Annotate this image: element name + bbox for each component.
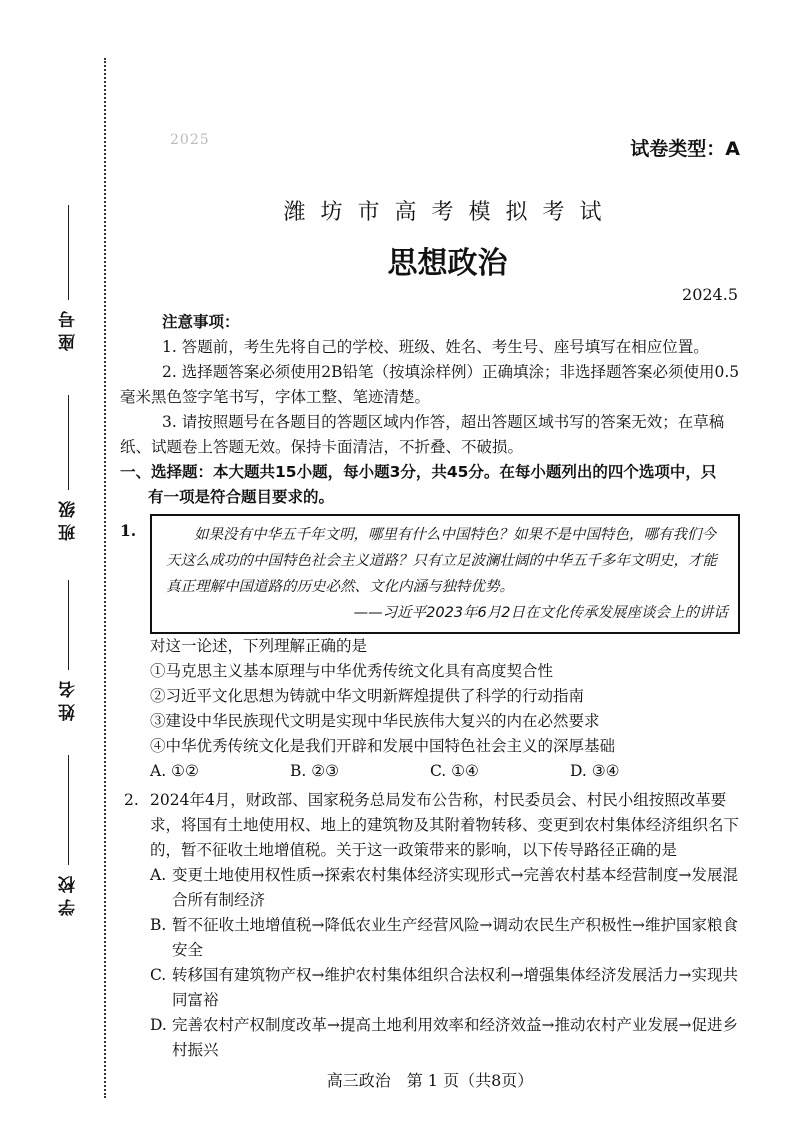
- option-letter: C.: [150, 966, 167, 984]
- quote-box: [150, 514, 740, 634]
- notes-title: 注意事项：: [162, 313, 240, 331]
- option-text: 完善农村产权制度改革→提高土地利用效率和经济效益→推动农村产业发展→促进乡村振兴: [172, 1016, 738, 1059]
- question-1: [120, 514, 740, 784]
- question-2: [120, 788, 740, 1063]
- option-d: [120, 1013, 740, 1063]
- paper-type: 试卷类型：A: [630, 138, 740, 160]
- option-text: 转移国有建筑物产权→维护农村集体组织合法权利→增强集体经济发展活力→实现共同富裕: [172, 966, 738, 1009]
- note-item: 1. 答题前，考生先将自己的学校、班级、姓名、考生号、座号填写在相应位置。: [162, 338, 709, 356]
- statement-2: ②习近平文化思想为铸就中华文明新辉煌提供了科学的行动指南: [150, 687, 585, 705]
- section-heading-line1: 一、选择题：本大题共15小题，每小题3分，共45分。在每小题列出的四个选项中，只: [120, 463, 717, 481]
- option-b: [120, 913, 740, 963]
- quote-text: 如果没有中华五千年文明，哪里有什么中国特色？如果不是中国特色，哪有我们今天这么成功的中国特色社会主义道路？只有立足波澜壮阔的中华五千多年文明史，才能真正理解中国道路的历史必然、文化内涵与独特优势。: [166, 527, 717, 595]
- option-a: [120, 863, 740, 913]
- quote-source: ——习近平2023年6月2日在文化传承发展座谈会上的讲话: [353, 605, 728, 621]
- note-item: 3. 请按照题号在各题目的答题区域内作答，超出答题区域书写的答案无效；在草稿纸、试题卷上答题无效。保持卡面清洁，不折叠、不破损。: [120, 413, 725, 456]
- option-letter: A.: [150, 866, 167, 884]
- subject-title: 思想政治: [387, 246, 508, 281]
- question-number: 1.: [120, 521, 137, 540]
- option-text: 变更土地使用权性质→探索农村集体经济实现形式→完善农村基本经营制度→发展混合所有制经济: [172, 866, 738, 909]
- class-fill-line: [68, 395, 69, 490]
- choice-d: D. ③④: [570, 762, 620, 780]
- page-footer: 高三政治 第 1 页（共8页）: [326, 1071, 534, 1090]
- option-c: [120, 963, 740, 1013]
- school-label: 学校: [59, 870, 79, 916]
- statement-1: ①马克思主义基本原理与中华优秀传统文化具有高度契合性: [150, 662, 554, 680]
- option-letter: B.: [150, 916, 167, 934]
- class-label: 班级: [59, 495, 79, 541]
- question-number: 2.: [124, 791, 139, 809]
- question-prompt: 对这一论述，下列理解正确的是: [150, 637, 368, 655]
- statement-4: ④中华优秀传统文化是我们开辟和发展中国特色社会主义的深厚基础: [150, 737, 616, 755]
- seat-label: 座号: [59, 305, 79, 351]
- section-heading: [120, 460, 740, 510]
- exam-title: 潍坊市高考模拟考试: [283, 200, 617, 225]
- answer-choices: [120, 759, 740, 784]
- exam-date: 2024.5: [682, 285, 738, 304]
- section-heading-line2: 有一项是符合题目要求的。: [148, 488, 335, 506]
- choice-c: C. ①④: [430, 762, 479, 780]
- choice-b: B. ②③: [290, 762, 340, 780]
- name-label: 姓名: [59, 675, 79, 721]
- option-letter: D.: [150, 1016, 167, 1034]
- note-item: 2. 选择题答案必须使用2B铅笔（按填涂样例）正确填涂；非选择题答案必须使用0.5毫米黑色签字笔书写，字体工整、笔迹清楚。: [120, 363, 740, 406]
- faded-stamp: 2025: [170, 132, 210, 148]
- choice-a: A. ①②: [150, 762, 199, 780]
- option-text: 暂不征收土地增值税→降低农业生产经营风险→调动农民生产积极性→维护国家粮食安全: [172, 916, 738, 959]
- statement-3: ③建设中华民族现代文明是实现中华民族伟大复兴的内在必然要求: [150, 712, 600, 730]
- paper-content: [120, 310, 740, 1063]
- school-fill-line: [68, 755, 69, 865]
- name-fill-line: [68, 580, 69, 670]
- question-stem: 2024年4月，财政部、国家税务总局发布公告称，村民委员会、村民小组按照改革要求，将国有土地使用权、地上的建筑物及其附着物转移、变更到农村集体经济组织名下的，暂不征收土地增值税。关于这一政策带来的影响，以下传导路径正确的是: [150, 791, 740, 859]
